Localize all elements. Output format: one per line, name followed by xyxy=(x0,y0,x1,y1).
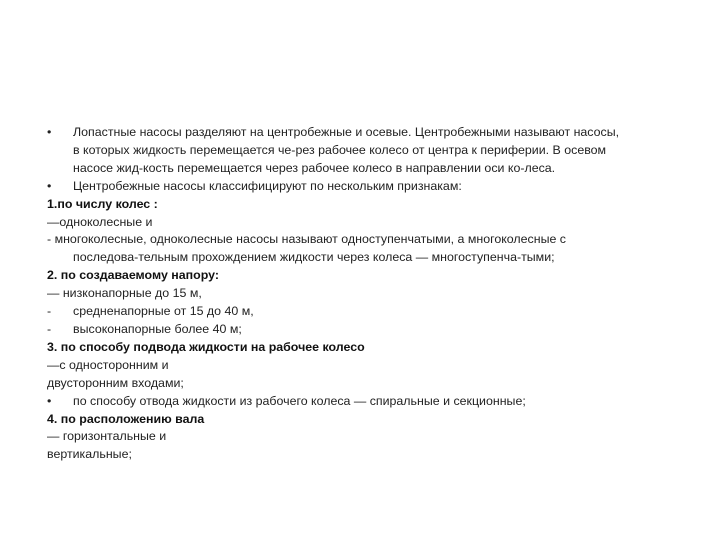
paragraph-line: в которых жидкость перемещается че-рез рабочее колесо от центра к периферии. В осевом xyxy=(73,142,607,157)
list-item: двусторонним входами; xyxy=(47,375,184,390)
list-item: —одноколесные и xyxy=(47,214,153,229)
list-item-text: высоконапорные более 40 м; xyxy=(73,321,242,336)
heading-supply: 3. по способу подвода жидкости на рабочее колесо xyxy=(47,339,365,354)
paragraph-line: Центробежные насосы классифицируют по нескольким признакам: xyxy=(73,178,462,193)
bullet-dot: • xyxy=(47,178,52,193)
heading-wheels: 1.по числу колес : xyxy=(47,196,158,211)
paragraph-pump-types xyxy=(47,124,697,178)
slide-text-body xyxy=(47,124,697,464)
paragraph-line: Лопастные насосы разделяют на центробежные и осевые. Центробежными называют насосы, xyxy=(73,125,620,139)
bullet-dot: • xyxy=(47,125,52,139)
paragraph-line: - многоколесные, одноколесные насосы называют одноступенчатыми, а многоколесные с xyxy=(47,232,567,247)
paragraph-line: последова-тельным прохождением жидкости через колеса — многоступенча-тыми; xyxy=(73,250,555,265)
bullet-dash: - xyxy=(47,304,52,319)
heading-shaft: 4. по расположению вала xyxy=(47,411,205,426)
list-item xyxy=(47,231,697,267)
list-item: вертикальные; xyxy=(47,447,132,462)
paragraph-classification xyxy=(47,178,697,196)
list-item-text: по способу отвода жидкости из рабочего колеса — спиральные и секционные; xyxy=(73,393,526,408)
list-item xyxy=(47,303,697,321)
list-item-text: средненапорные от 15 до 40 м, xyxy=(73,304,254,319)
heading-pressure: 2. по создаваемому напору: xyxy=(47,268,219,283)
bullet-dash: - xyxy=(47,321,52,336)
list-item: — низконапорные до 15 м, xyxy=(47,286,202,301)
list-item xyxy=(47,393,697,411)
list-item: —с односторонним и xyxy=(47,357,169,372)
list-item xyxy=(47,321,697,339)
paragraph-line: насосе жид-кость перемещается через рабочее колесо в направлении оси ко-леса. xyxy=(73,160,556,175)
list-item: — горизонтальные и xyxy=(47,429,167,444)
bullet-dot: • xyxy=(47,393,52,408)
